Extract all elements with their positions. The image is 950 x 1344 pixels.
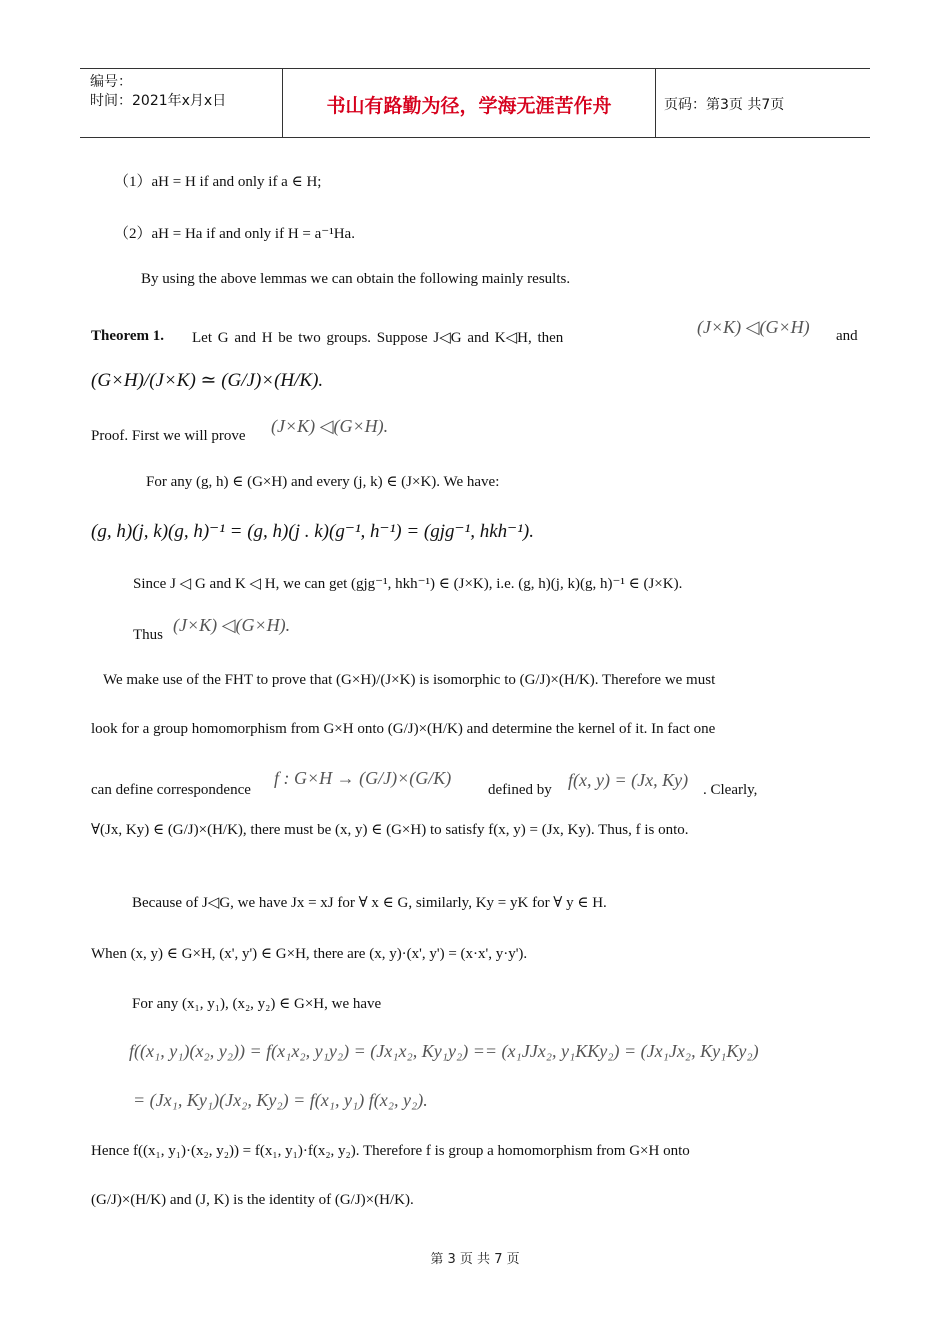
header-page-label: 页码：第3页 共7页 bbox=[664, 97, 785, 113]
onto-line: ∀(Jx, Ky) ∈ (G/J)×(H/K), there must be (x, y) ∈ (G×H) to satisfy f(x, y) = (Jx, Ky). Thus, f is onto. bbox=[91, 822, 689, 838]
proof-conjugate-formula: (g, h)(j, k)(g, h)⁻¹ = (g, h)(j . k)(g⁻¹, h⁻¹) = (gjg⁻¹, hkh⁻¹). bbox=[91, 521, 534, 542]
proof-normal-formula: (J×K) ◁(G×H). bbox=[271, 416, 389, 436]
header-divider bbox=[655, 69, 656, 137]
hence-line: Hence f((x₁, y₁)·(x₂, y₂)) = f(x₁, y₁)·f(x₂, y₂). Therefore f is group a homomorphism from G×H onto bbox=[91, 1143, 690, 1159]
proof-line-for-any: For any (g, h) ∈ (G×H) and every (j, k) ∈ (J×K). We have: bbox=[146, 474, 500, 490]
correspondence-formula: f : G×H → (G/J)×(G/K) bbox=[274, 768, 452, 788]
defined-by-formula: f(x, y) = (Jx, Ky) bbox=[568, 770, 689, 790]
cosets-line: Because of J◁G, we have Jx = xJ for ∀ x ∈ G, similarly, Ky = yK for ∀ y ∈ H. bbox=[132, 895, 607, 911]
header-number-label: 编号： bbox=[90, 74, 132, 90]
for-any-pairs-line: For any (x₁, y₁), (x₂, y₂) ∈ G×H, we have bbox=[132, 996, 382, 1012]
homomorphism-calc-1: f((x₁, y₁)(x₂, y₂)) = f(x₁x₂, y₁y₂) = (Jx₁x₂, Ky₁y₂) == (x₁JJx₂, y₁KKy₂) = (Jx₁Jx₂, Ky₁Ky₂) bbox=[129, 1041, 759, 1061]
theorem-label bbox=[91, 328, 164, 345]
header-slogan: 书山有路勤为径，学海无涯苦作舟 bbox=[326, 95, 612, 117]
theorem-title: Theorem 1. bbox=[91, 328, 165, 344]
lemma-line-2: （2）aH = Ha if and only if H = a⁻¹Ha. bbox=[114, 226, 355, 242]
homomorphism-calc-2: = (Jx₁, Ky₁)(Jx₂, Ky₂) = f(x₁, y₁) f(x₂, y₂). bbox=[133, 1090, 428, 1110]
proof-since-line: Since J ◁ G and K ◁ H, we can get (gjg⁻¹, hkh⁻¹) ∈ (J×K), i.e. (g, h)(j, k)(g, h)⁻¹ ∈ (J×K). bbox=[133, 576, 683, 592]
clearly-label: . Clearly, bbox=[703, 782, 758, 798]
header-date-label: 时间：2021年x月x日 bbox=[90, 93, 227, 109]
intro-sentence: By using the above lemmas we can obtain the following mainly results. bbox=[141, 271, 571, 287]
fht-line: We make use of the FHT to prove that (G×H)/(J×K) is isomorphic to (G/J)×(H/K). Therefore we must bbox=[103, 672, 716, 688]
product-line: When (x, y) ∈ G×H, (x', y') ∈ G×H, there are (x, y)·(x', y') = (x·x', y·y'). bbox=[91, 946, 528, 962]
theorem-statement: Let G and H be two groups. Suppose J◁G and K◁H, then bbox=[192, 330, 564, 346]
defined-by-label: defined by bbox=[488, 782, 552, 798]
proof-thus-formula: (J×K) ◁(G×H). bbox=[173, 615, 291, 635]
proof-thus-label: Thus bbox=[133, 627, 163, 643]
identity-line: (G/J)×(H/K) and (J, K) is the identity of (G/J)×(H/K). bbox=[91, 1192, 414, 1208]
page-header bbox=[80, 68, 870, 138]
page-footer: 第 3 页 共 7 页 bbox=[430, 1252, 520, 1267]
correspondence-label: can define correspondence bbox=[91, 782, 251, 798]
lemma-line-1: （1）aH = H if and only if a ∈ H; bbox=[114, 174, 322, 190]
proof-start: Proof. First we will prove bbox=[91, 428, 246, 444]
homomorphism-line: look for a group homomorphism from G×H onto (G/J)×(H/K) and determine the kernel of it. In fact one bbox=[91, 721, 716, 737]
theorem-iso-formula: (G×H)/(J×K) ≃ (G/J)×(H/K). bbox=[91, 370, 324, 391]
theorem-normal-formula: (J×K) ◁(G×H) bbox=[697, 317, 810, 337]
header-left bbox=[90, 73, 226, 111]
theorem-and: and bbox=[836, 328, 858, 344]
